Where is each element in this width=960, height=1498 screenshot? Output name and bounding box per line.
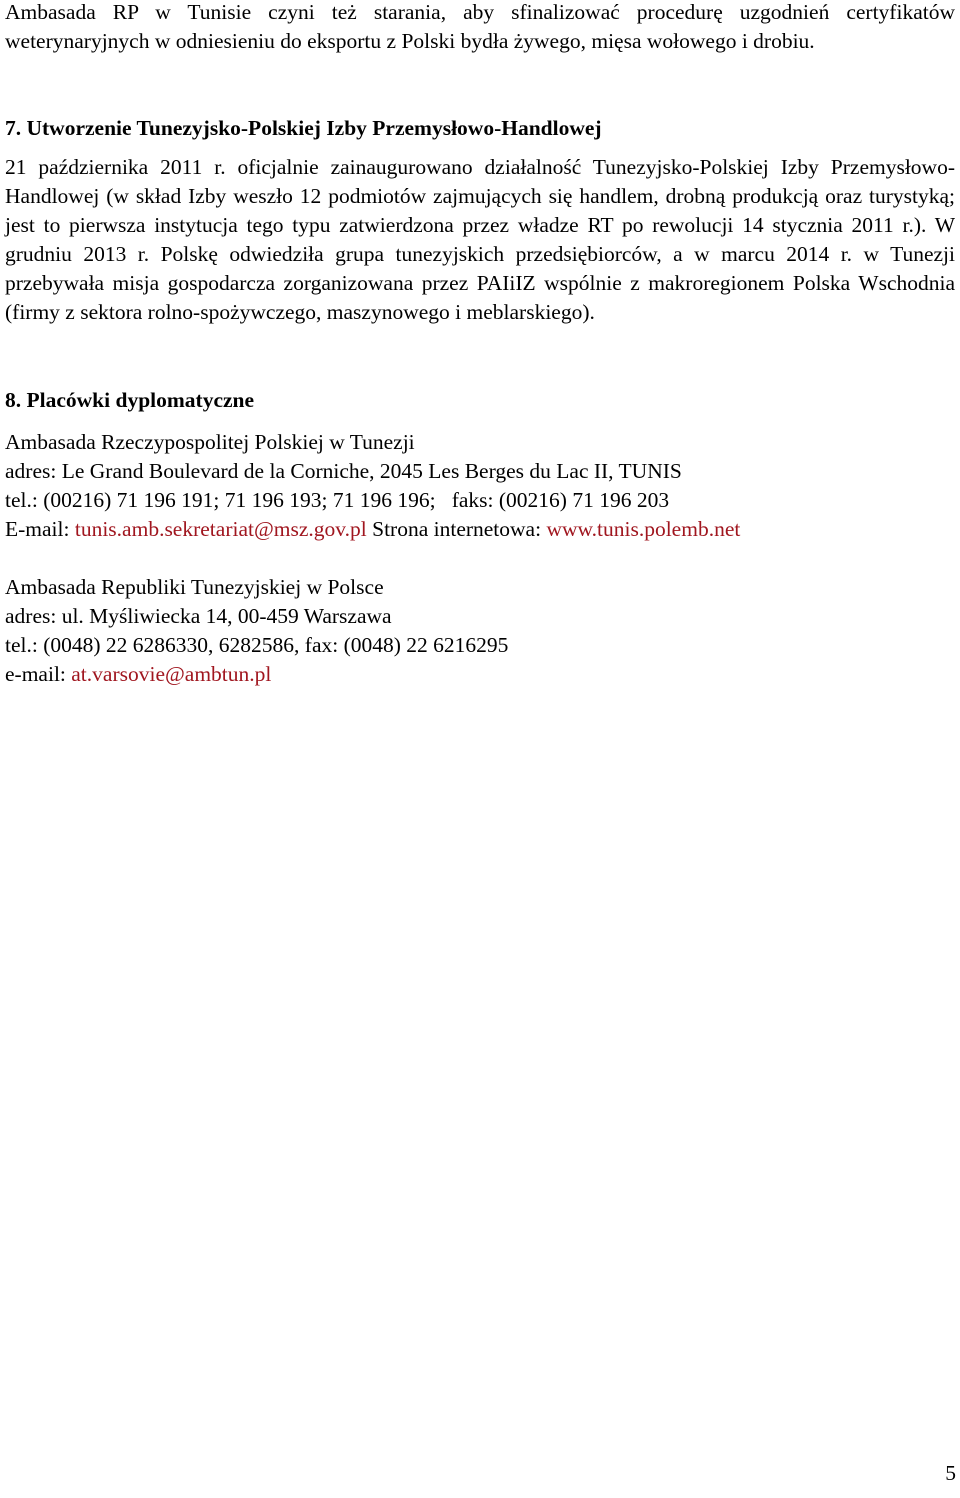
- tunisian-embassy-name: Ambasada Republiki Tunezyjskiej w Polsce: [5, 575, 384, 599]
- website-label: Strona internetowa:: [372, 517, 542, 541]
- tunisian-embassy-email-link[interactable]: at.varsovie@ambtun.pl: [71, 662, 272, 686]
- paragraph-chamber-of-commerce: 21 października 2011 r. oficjalnie zainaugurowano działalność Tunezyjsko-Polskiej Izby Przemysłowo-Handlowej (w skład Izby weszło 12 podmiotów zajmujących się handlem, drobną produkcją oraz turystyką; jest to pierwsza instytucja tego typu zatwierdzona przez władze RT po rewolucji 14 stycznia 2011 r.). W grudniu 2013 r. Polskę odwiedziła grupa tunezyjskich przedsiębiorców, a w marcu 2014 r. w Tunezji przebywała misja gospodarcza zorganizowana przez PAIiIZ wspólnie z makroregionem Polska Wschodnia (firmy z sektora rolno-spożywczego, maszynowego i meblarskiego).: [5, 155, 955, 324]
- section-7-body: [5, 153, 955, 327]
- section-8: [5, 386, 955, 415]
- section-6-continuation: [5, 0, 955, 56]
- polish-embassy-contact-line: [5, 515, 955, 544]
- email-label: e-mail:: [5, 662, 66, 686]
- polish-embassy-block: [5, 428, 955, 544]
- section-8-heading: 8. Placówki dyplomatyczne: [5, 388, 255, 412]
- polish-embassy-website-link[interactable]: www.tunis.polemb.net: [546, 517, 741, 541]
- section-7: [5, 114, 955, 143]
- email-label: E-mail:: [5, 517, 70, 541]
- section-7-heading: 7. Utworzenie Tunezyjsko-Polskiej Izby Przemysłowo-Handlowej: [5, 116, 602, 140]
- tunisian-embassy-address: adres: ul. Myśliwiecka 14, 00-459 Warszawa: [5, 604, 392, 628]
- polish-embassy-address: adres: Le Grand Boulevard de la Corniche, 2045 Les Berges du Lac II, TUNIS: [5, 459, 682, 483]
- tunisian-embassy-block: [5, 573, 955, 689]
- paragraph-veterinary-certificates: Ambasada RP w Tunisie czyni też starania, aby sfinalizować procedurę uzgodnień certyfikatów weterynaryjnych w odniesieniu do eksportu z Polski bydła żywego, mięsa wołowego i drobiu.: [5, 0, 955, 53]
- polish-embassy-email-link[interactable]: tunis.amb.sekretariat@msz.gov.pl: [74, 517, 367, 541]
- page-number: 5: [945, 1461, 956, 1485]
- tunisian-embassy-contact-line: [5, 660, 955, 689]
- tunisian-embassy-phone: tel.: (0048) 22 6286330, 6282586, fax: (0048) 22 6216295: [5, 633, 509, 657]
- polish-embassy-name: Ambasada Rzeczypospolitej Polskiej w Tunezji: [5, 430, 415, 454]
- polish-embassy-phone: tel.: (00216) 71 196 191; 71 196 193; 71 196 196; faks: (00216) 71 196 203: [5, 488, 670, 512]
